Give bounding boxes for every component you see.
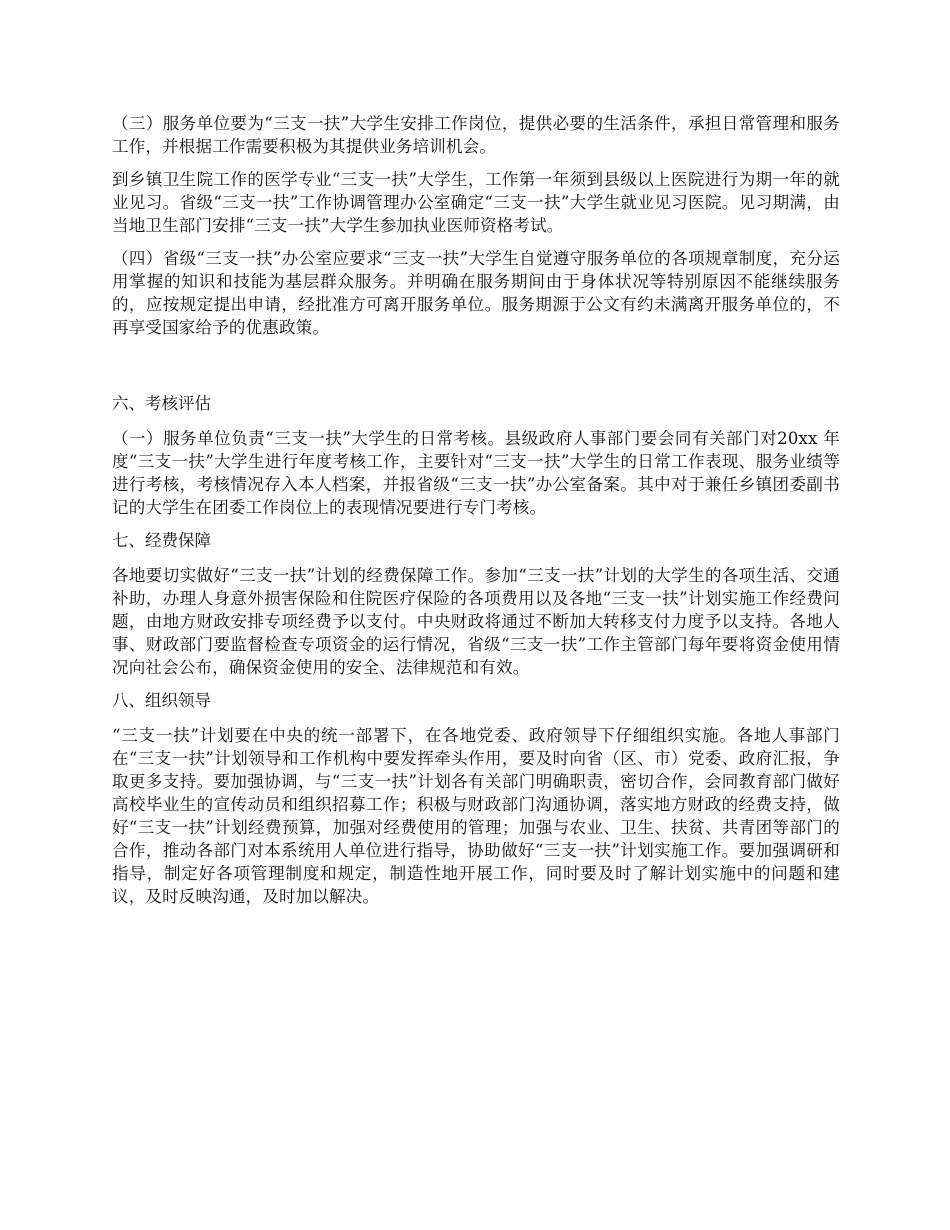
heading-assessment: 六、考核评估 [112,394,211,413]
paragraph-assessment-item1: （一）服务单位负责“三支一扶”大学生的日常考核。县级政府人事部门要会同有关部门对20xx 年度“三支一扶”大学生进行年度考核工作，主要针对“三支一扶”大学生的日常工作表现、服务业绩等进行考核，考核情况存入本人档案，并报省级“三支一扶”办公室备案。其中对于兼任乡镇团委副书记的大学生在团委工作岗位上的表现情况要进行专门考核。 [112,429,840,517]
heading-leadership: 八、组织领导 [112,691,211,710]
paragraph-medical-internship: 到乡镇卫生院工作的医学专业“三支一扶”大学生，工作第一年须到县级以上医院进行为期一年的就业见习。省级“三支一扶”工作协调管理办公室确定“三支一扶”大学生就业见习医院。见习期满，由当地卫生部门安排“三支一扶”大学生参加执业医师资格考试。 [112,170,840,235]
paragraph-leadership: “三支一扶”计划要在中央的统一部署下，在各地党委、政府领导下仔细组织实施。各地人事部门在“三支一扶”计划领导和工作机构中要发挥牵头作用，要及时向省（区、市）党委、政府汇报，争取更多支持。要加强协调，与“三支一扶”计划各有关部门明确职责，密切合作，会同教育部门做好高校毕业生的宣传动员和组织招募工作；积极与财政部门沟通协调，落实地方财政的经费支持，做好“三支一扶”计划经费预算，加强对经费使用的管理；加强与农业、卫生、扶贫、共青团等部门的合作，推动各部门对本系统用人单位进行指导，协助做好“三支一扶”计划实施工作。要加强调研和指导，制定好各项管理制度和规定，制造性地开展工作，同时要及时了解计划实施中的问题和建议，及时反映沟通，及时加以解决。 [112,726,840,906]
paragraph-funding: 各地要切实做好“三支一扶”计划的经费保障工作。参加“三支一扶”计划的大学生的各项生活、交通补助，办理人身意外损害保险和住院医疗保险的各项费用以及各地“三支一扶”计划实施工作经费问题，由地方财政安排专项经费予以支付。中央财政将通过不断加大转移支付力度予以支持。各地人事、财政部门要监督检查专项资金的运行情况，省级“三支一扶”工作主管部门每年要将资金使用情况向社会公布，确保资金使用的安全、法律规范和有效。 [112,566,840,677]
paragraph-section5-item4: （四）省级“三支一扶”办公室应要求“三支一扶”大学生自觉遵守服务单位的各项规章制度，充分运用掌握的知识和技能为基层群众服务。并明确在服务期间由于身体状况等特别原因不能继续服务的，应按规定提出申请，经批准方可离开服务单位。服务期源于公文有约未满离开服务单位的，不再享受国家给予的优惠政策。 [112,249,840,337]
heading-funding: 七、经费保障 [112,531,211,550]
paragraph-section5-item3: （三）服务单位要为“三支一扶”大学生安排工作岗位，提供必要的生活条件，承担日常管理和服务工作，并根据工作需要积极为其提供业务培训机会。 [112,114,840,156]
document-page [112,112,840,918]
section-spacer [112,349,840,392]
